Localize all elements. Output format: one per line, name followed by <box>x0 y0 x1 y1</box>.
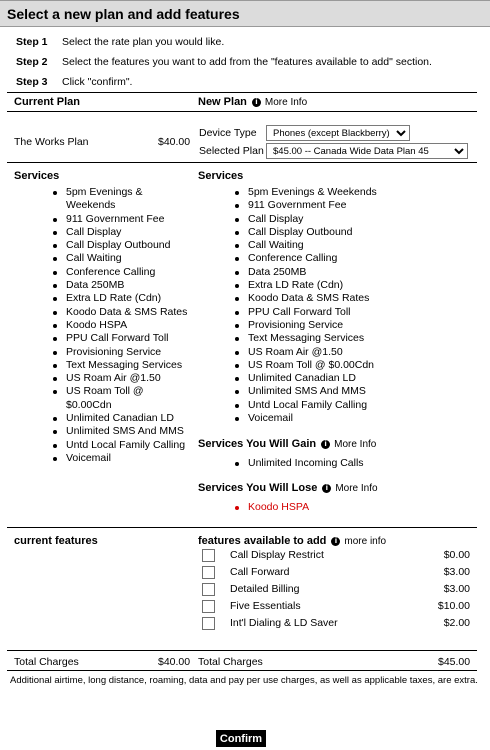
list-item: Call Display Outbound <box>232 226 472 239</box>
list-item: Koodo HSPA <box>50 319 190 332</box>
step-2 <box>16 56 432 70</box>
step-1 <box>16 36 224 50</box>
feature-checkbox[interactable] <box>202 617 215 630</box>
list-item: Extra LD Rate (Cdn) <box>50 292 190 305</box>
list-item: Unlimited Canadian LD <box>50 412 190 425</box>
divider <box>7 527 477 528</box>
step-text: Select the rate plan you would like. <box>62 36 225 48</box>
list-item: Call Waiting <box>232 239 472 252</box>
confirm-button[interactable]: Confirm <box>216 730 266 747</box>
feature-price: $10.00 <box>437 600 470 612</box>
list-item: US Roam Toll @ $0.00Cdn <box>232 359 472 372</box>
list-item: Conference Calling <box>50 266 190 279</box>
list-item: Unlimited SMS And MMS <box>232 385 472 398</box>
list-item: Call Display <box>232 213 472 226</box>
list-item: 911 Government Fee <box>50 213 190 226</box>
feature-price: $0.00 <box>443 549 470 561</box>
available-features-heading <box>198 535 386 547</box>
feature-price: $3.00 <box>443 583 470 595</box>
current-plan-heading: Current Plan <box>14 96 81 108</box>
list-item: Untd Local Family Calling <box>50 439 190 452</box>
list-item: PPU Call Forward Toll <box>50 332 190 345</box>
divider <box>7 670 477 671</box>
device-type-select[interactable] <box>266 125 410 141</box>
lose-more-info-link[interactable]: More Info <box>335 483 378 494</box>
feature-name: Call Display Restrict <box>230 549 324 561</box>
list-item: Provisioning Service <box>232 319 472 332</box>
divider <box>7 650 477 651</box>
page-title: Select a new plan and add features <box>7 6 240 22</box>
divider <box>7 92 477 93</box>
list-item: Call Display Outbound <box>50 239 190 252</box>
selected-plan-label: Selected Plan <box>199 145 264 157</box>
step-label: Step 3 <box>16 76 48 88</box>
divider <box>7 111 477 112</box>
list-item: Text Messaging Services <box>50 359 190 372</box>
list-item: Voicemail <box>50 452 190 465</box>
feature-checkbox[interactable] <box>202 549 215 562</box>
list-item: Text Messaging Services <box>232 332 472 345</box>
feature-checkbox[interactable] <box>202 566 215 579</box>
new-plan-heading-text: New Plan <box>198 96 247 108</box>
gain-heading-text: Services You Will Gain <box>198 438 317 450</box>
list-item: Koodo Data & SMS Rates <box>232 292 472 305</box>
feature-row <box>200 583 470 597</box>
list-item: PPU Call Forward Toll <box>232 306 472 319</box>
list-item: 911 Government Fee <box>232 199 472 212</box>
gain-services-list <box>232 457 472 470</box>
feature-price: $2.00 <box>443 617 470 629</box>
step-label: Step 1 <box>16 36 48 48</box>
info-icon[interactable]: i <box>331 537 340 546</box>
list-item: Voicemail <box>232 412 472 425</box>
features-more-info-link[interactable]: more info <box>344 536 387 547</box>
info-icon[interactable]: i <box>252 98 261 107</box>
list-item: Koodo HSPA <box>232 501 472 514</box>
list-item: Conference Calling <box>232 252 472 265</box>
list-item: Unlimited SMS And MMS <box>50 425 190 438</box>
feature-checkbox[interactable] <box>202 583 215 596</box>
list-item: Koodo Data & SMS Rates <box>50 306 190 319</box>
step-text: Click "confirm". <box>62 76 133 88</box>
feature-name: Five Essentials <box>230 600 301 612</box>
list-item: Unlimited Incoming Calls <box>232 457 472 470</box>
list-item: Call Display <box>50 226 190 239</box>
step-text: Select the features you want to add from the "features available to add" section. <box>62 56 432 68</box>
new-plan-heading <box>198 96 307 108</box>
step-label: Step 2 <box>16 56 48 68</box>
feature-name: Call Forward <box>230 566 290 578</box>
feature-name: Detailed Billing <box>230 583 300 595</box>
feature-row <box>200 600 470 614</box>
step-3 <box>16 76 132 90</box>
current-services-list <box>50 186 190 465</box>
divider <box>7 162 477 163</box>
lose-heading-text: Services You Will Lose <box>198 482 318 494</box>
footnote: Additional airtime, long distance, roaming, data and pay per use charges, as well as applicable taxes, are extra. <box>10 675 478 686</box>
current-total-value: $40.00 <box>158 656 191 668</box>
device-type-label: Device Type <box>199 127 257 139</box>
lose-services-list <box>232 501 472 514</box>
new-total-label: Total Charges <box>198 656 263 668</box>
available-features-heading-text: features available to add <box>198 535 327 547</box>
feature-row <box>200 617 470 631</box>
feature-name: Int'l Dialing & LD Saver <box>230 617 338 629</box>
list-item: Unlimited Canadian LD <box>232 372 472 385</box>
info-icon[interactable]: i <box>321 440 330 449</box>
list-item: Untd Local Family Calling <box>232 399 472 412</box>
new-services-heading: Services <box>198 170 244 182</box>
feature-row <box>200 566 470 580</box>
new-plan-more-info-link[interactable]: More Info <box>264 97 308 108</box>
lose-heading <box>198 482 378 494</box>
new-services-list <box>232 186 472 425</box>
current-features-heading: current features <box>14 535 98 547</box>
list-item: 5pm Evenings & Weekends <box>232 186 472 199</box>
list-item: Extra LD Rate (Cdn) <box>232 279 472 292</box>
feature-row <box>200 549 470 563</box>
feature-price: $3.00 <box>443 566 470 578</box>
list-item: Data 250MB <box>232 266 472 279</box>
list-item: Provisioning Service <box>50 346 190 359</box>
list-item: US Roam Air @1.50 <box>50 372 190 385</box>
new-total-value: $45.00 <box>438 656 471 668</box>
list-item: US Roam Toll @ $0.00Cdn <box>50 385 190 412</box>
gain-more-info-link[interactable]: More Info <box>334 439 377 450</box>
current-total-label: Total Charges <box>14 656 79 668</box>
list-item: Data 250MB <box>50 279 190 292</box>
list-item: US Roam Air @1.50 <box>232 346 472 359</box>
gain-heading <box>198 438 376 450</box>
list-item: Call Waiting <box>50 252 190 265</box>
info-icon[interactable]: i <box>322 484 331 493</box>
current-plan-price: $40.00 <box>158 136 191 148</box>
current-plan-name: The Works Plan <box>14 136 89 148</box>
selected-plan-select[interactable] <box>266 143 468 159</box>
list-item: 5pm Evenings & Weekends <box>50 186 190 213</box>
feature-checkbox[interactable] <box>202 600 215 613</box>
page-header <box>0 0 490 27</box>
current-services-heading: Services <box>14 170 60 182</box>
